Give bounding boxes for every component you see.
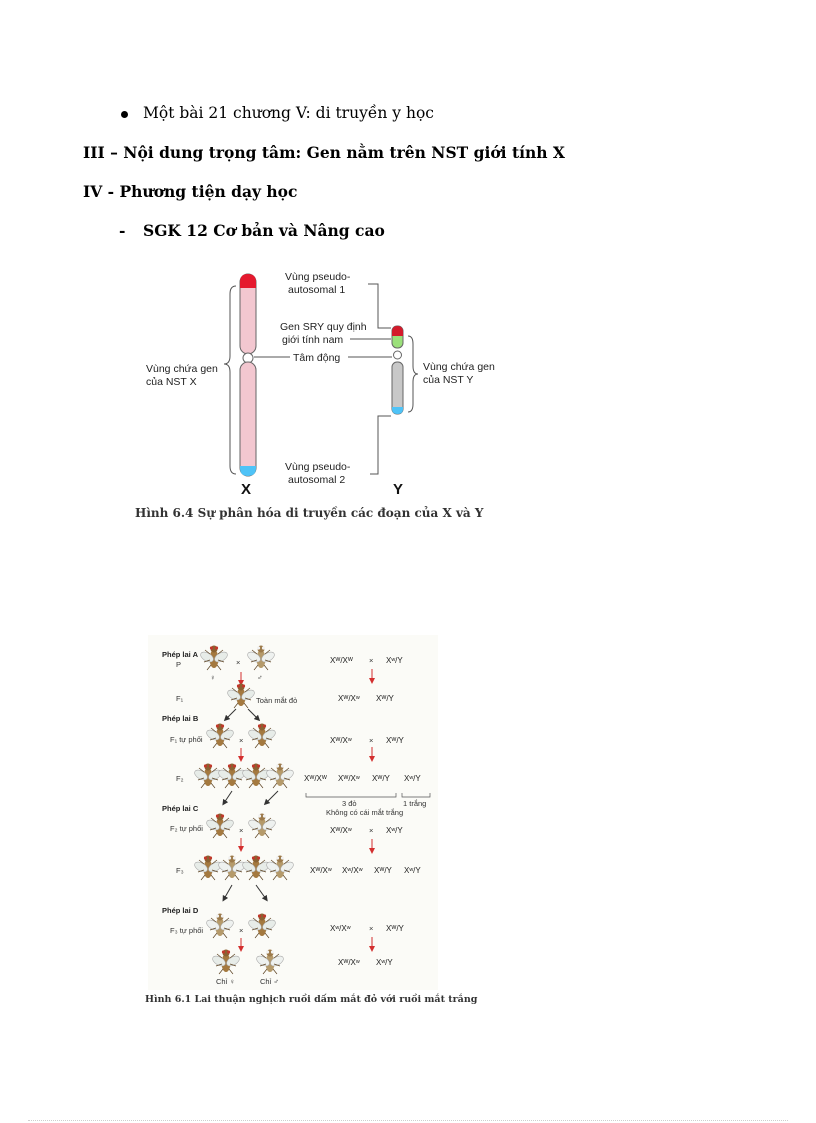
geno-times-c: × bbox=[369, 826, 374, 835]
f1-self-label: F₁ tự phối bbox=[170, 735, 203, 744]
label-y-region-line1: Vùng chứa gen bbox=[423, 361, 495, 373]
geno-f3-1: Xᵂ/Xʷ bbox=[310, 866, 332, 875]
sex-p-female: ♀ bbox=[210, 673, 216, 682]
geno-f3-3: Xᵂ/Y bbox=[374, 866, 392, 875]
geno-times-a: × bbox=[369, 656, 374, 665]
geno-f3-4: Xʷ/Y bbox=[404, 866, 421, 875]
bullet-dot bbox=[121, 111, 128, 118]
label-sry-line2: giới tính nam bbox=[282, 334, 344, 346]
figure-6-4-caption: Hình 6.4 Sự phân hóa di truyền các đoạn của X và Y bbox=[135, 506, 484, 520]
geno-c-female: Xᵂ/Xʷ bbox=[330, 826, 352, 835]
pseudo1-connector bbox=[368, 284, 391, 328]
times-b: × bbox=[239, 736, 244, 745]
label-x-region-line2: của NST X bbox=[146, 376, 197, 388]
page-bottom-dotted-rule bbox=[28, 1120, 788, 1121]
label-sry-line1: Gen SRY quy định bbox=[280, 321, 367, 333]
geno-times-d: × bbox=[369, 924, 374, 933]
figure-6-1-diagram bbox=[148, 635, 438, 990]
sex-p-male: ♂ bbox=[257, 673, 263, 682]
geno-d-female: Xʷ/Xʷ bbox=[330, 924, 351, 933]
f3-self-label: F₃ tự phối bbox=[170, 926, 204, 935]
x-region-brace bbox=[224, 286, 236, 474]
geno-b-male: Xᵂ/Y bbox=[386, 736, 404, 745]
section-3-heading: III – Nội dung trọng tâm: Gen nằm trên NST giới tính X bbox=[83, 143, 565, 162]
label-pseudo2-line2: autosomal 2 bbox=[288, 474, 346, 486]
geno-b-female: Xᵂ/Xʷ bbox=[330, 736, 352, 745]
label-pseudo1-line1: Vùng pseudo- bbox=[285, 271, 351, 283]
cross-a-label: Phép lai A bbox=[162, 650, 198, 659]
y-region-brace bbox=[408, 336, 418, 412]
f2-label: F₂ bbox=[176, 774, 184, 783]
figure-6-1-caption: Hình 6.1 Lai thuận nghịch ruồi dấm mắt đỏ với ruồi mắt trắng bbox=[145, 994, 478, 1005]
times-a: × bbox=[236, 658, 241, 667]
geno-f2-1: Xᵂ/Xᵂ bbox=[304, 774, 327, 783]
x-chromosome bbox=[240, 274, 256, 476]
label-pseudo1-line2: autosomal 1 bbox=[288, 284, 346, 296]
geno-f3-2: Xʷ/Xʷ bbox=[342, 866, 363, 875]
geno-c-male: Xʷ/Y bbox=[386, 826, 403, 835]
only-female-label: Chỉ ♀ bbox=[216, 977, 235, 986]
p-label: P bbox=[176, 660, 182, 669]
y-chromosome bbox=[392, 326, 403, 414]
label-y-region-line2: của NST Y bbox=[423, 374, 474, 386]
cross-c-label: Phép lai C bbox=[162, 804, 199, 813]
f2-self-label: F₂ tự phối bbox=[170, 824, 203, 833]
geno-f1-male: Xᵂ/Y bbox=[376, 694, 394, 703]
geno-p-male: Xʷ/Y bbox=[386, 656, 403, 665]
geno-f1-female: Xᵂ/Xʷ bbox=[338, 694, 360, 703]
f2-white-count: 1 trắng bbox=[403, 799, 427, 808]
cross-d-label: Phép lai D bbox=[162, 906, 199, 915]
label-centromere: Tâm động bbox=[293, 352, 341, 364]
geno-f2-2: Xᵂ/Xʷ bbox=[338, 774, 360, 783]
f2-red-count: 3 đỏ bbox=[342, 799, 357, 808]
geno-f2-3: Xᵂ/Y bbox=[372, 774, 390, 783]
geno-offspring-female: Xᵂ/Xʷ bbox=[338, 958, 360, 967]
label-pseudo2-line1: Vùng pseudo- bbox=[285, 461, 351, 473]
y-letter: Y bbox=[393, 481, 404, 496]
no-white-female-note: Không có cái mắt trắng bbox=[326, 808, 404, 817]
dash-marker: - bbox=[119, 221, 126, 240]
f3-label: F₃ bbox=[176, 866, 184, 875]
geno-f2-4: Xʷ/Y bbox=[404, 774, 421, 783]
geno-offspring-male: Xʷ/Y bbox=[376, 958, 393, 967]
times-c: × bbox=[239, 826, 244, 835]
geno-p-female: Xᵂ/Xᵂ bbox=[330, 656, 353, 665]
dash-item-text: SGK 12 Cơ bản và Nâng cao bbox=[143, 221, 385, 240]
geno-times-b: × bbox=[369, 736, 374, 745]
section-4-heading: IV - Phương tiện dạy học bbox=[83, 182, 298, 201]
cross-b-label: Phép lai B bbox=[162, 714, 199, 723]
f1-note: Toàn mắt đỏ bbox=[256, 696, 298, 705]
bullet-item-text: Một bài 21 chương V: di truyền y học bbox=[143, 104, 434, 122]
f1-label: F₁ bbox=[176, 694, 184, 703]
geno-d-male: Xᵂ/Y bbox=[386, 924, 404, 933]
figure-6-4-diagram bbox=[140, 266, 540, 496]
pseudo2-connector bbox=[370, 416, 391, 474]
only-male-label: Chỉ ♂ bbox=[260, 977, 279, 986]
times-d: × bbox=[239, 926, 244, 935]
x-letter: X bbox=[241, 481, 252, 496]
label-x-region-line1: Vùng chứa gen bbox=[146, 363, 218, 375]
